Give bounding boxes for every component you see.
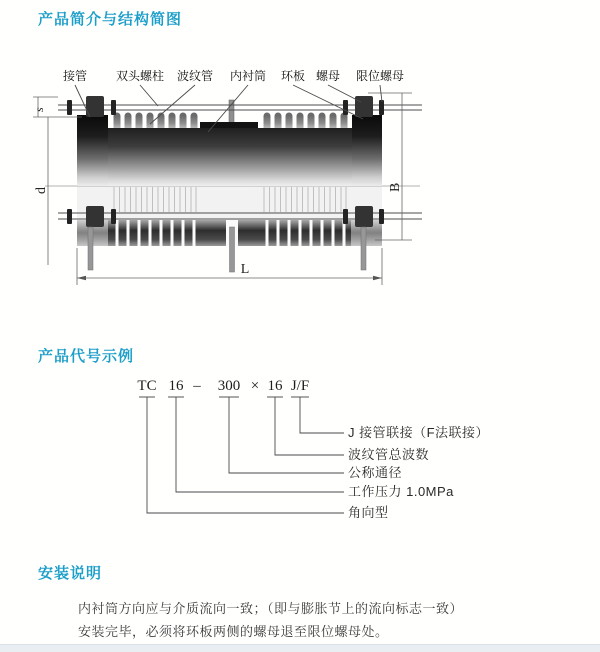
code-leader-waves bbox=[275, 397, 344, 455]
page-footer-strip bbox=[0, 644, 600, 652]
section-title-install: 安装说明 bbox=[38, 565, 103, 582]
bellows-upper-right bbox=[267, 116, 344, 128]
bellows-upper-left bbox=[117, 116, 194, 128]
bellows-body bbox=[108, 128, 352, 186]
dimension-d bbox=[34, 117, 49, 265]
code-leader-diameter bbox=[229, 397, 344, 473]
center-stud bbox=[229, 100, 234, 124]
dimension-s bbox=[32, 97, 82, 117]
expansion-joint-diagram bbox=[30, 60, 460, 310]
code-note-connection: J 接管联接（F法联接） bbox=[348, 425, 490, 440]
install-instruction-line-2: 安装完毕，必须将环板两侧的螺母退至限位螺母处。 bbox=[78, 624, 389, 639]
product-code-diagram bbox=[100, 370, 520, 530]
part-label-bellows: 波纹管 bbox=[176, 69, 214, 83]
part-label-limit-nut: 限位螺母 bbox=[355, 69, 405, 83]
pipe-end-right bbox=[352, 115, 382, 186]
part-label-ring-plate: 环板 bbox=[280, 69, 306, 83]
code-note-diameter: 公称通径 bbox=[348, 465, 403, 480]
part-label-nut: 螺母 bbox=[315, 69, 341, 83]
code-part-connection: J/F bbox=[290, 378, 310, 394]
code-part-diameter: 300 bbox=[217, 378, 241, 394]
code-separator-times: × bbox=[250, 378, 260, 394]
code-leader-connection bbox=[300, 397, 344, 433]
code-note-waves: 波纹管总波数 bbox=[348, 447, 430, 462]
dim-label-L: L bbox=[240, 262, 250, 277]
install-instruction-line-1: 内衬筒方向应与介质流向一致；（即与膨胀节上的流向标志一致） bbox=[78, 601, 464, 616]
code-note-type: 角向型 bbox=[348, 505, 389, 520]
dim-label-s: s bbox=[32, 107, 46, 112]
lower-half bbox=[58, 186, 422, 272]
code-leader-pressure bbox=[176, 397, 344, 492]
part-label-pipe-end: 接管 bbox=[62, 69, 88, 83]
code-note-pressure: 工作压力 1.0MPa bbox=[348, 484, 454, 499]
part-label-inner-liner: 内衬筒 bbox=[229, 69, 267, 83]
section-title-code: 产品代号示例 bbox=[38, 348, 135, 365]
dim-label-B: B bbox=[388, 182, 403, 192]
code-separator-dash: – bbox=[193, 378, 201, 394]
upper-half bbox=[58, 96, 422, 186]
pipe-end-left bbox=[77, 115, 108, 186]
code-part-pressure: 16 bbox=[168, 378, 184, 394]
code-part-waves: 16 bbox=[267, 378, 283, 394]
section-title-intro: 产品简介与结构简图 bbox=[38, 11, 183, 28]
code-part-type: TC bbox=[137, 378, 157, 394]
dim-label-d: d bbox=[34, 187, 49, 194]
part-label-stud: 双头螺柱 bbox=[115, 69, 165, 83]
